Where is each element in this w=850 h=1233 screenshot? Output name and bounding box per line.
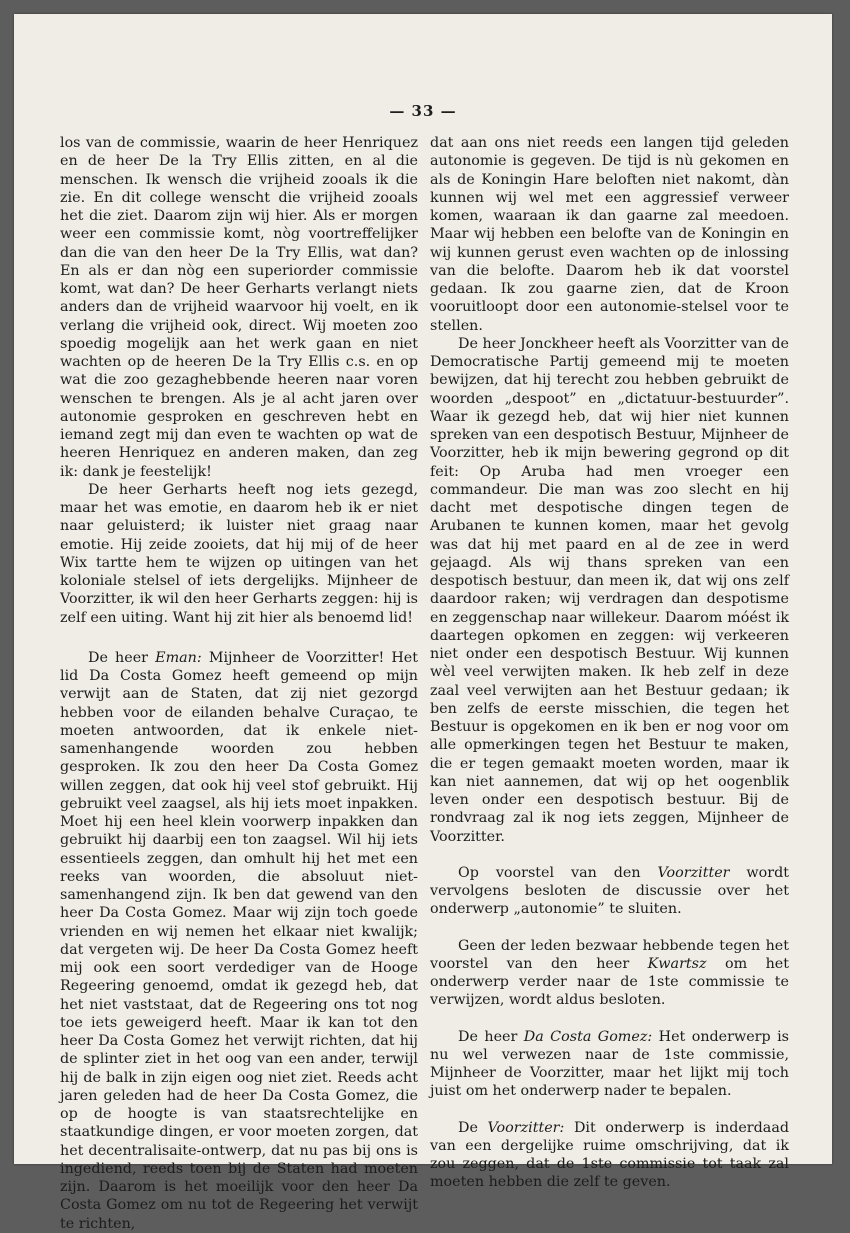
right-column [430, 134, 789, 1192]
speaker-name: Kwartsz [647, 955, 707, 972]
prefix: Op voorstel van den [458, 864, 658, 881]
speech: Het onderwerp is nu wel verwezen naar de 1ste commissie, Mijnheer de Voorzitter, maar het lijkt mij toch juist om het onderwerp nader te bepalen. [430, 1028, 790, 1100]
speech: Mijnheer de Voorzitter! Het lid Da Costa Gomez heeft gemeend op mijn verwijt aan de Staten, dat zij niet gezorgd hebben voor de eilanden behalve Curaçao, te moeten antwoorden, dat ik enkele niet-samenhangende woorden zou hebben gesproken. Ik zou den heer Da Costa Gomez willen zeggen, dat ook hij veel stof gebruikt. Hij gebruikt veel zaagsel, als hij iets moet inpakken. Moet hij een heel klein voorwerp inpakken dan gebruikt hij daarbij een ton zaagsel. Wil hij iets essentieels zeggen, dan omhult hij het met een reeks van woorden, die absoluut niet-samenhangend zijn. Ik ben dat gewend van den heer Da Costa Gomez. Maar wij zijn toch goede vrienden en wij nemen het elkaar niet kwalijk; dat vergeten wij. De heer Da Costa Gomez heeft mij ook een soort verdediger van de Hooge Regeering genoemd, omdat ik gezegd heb, dat het niet vaststaat, dat de Regeering ons tot nog toe iets geweigerd heeft. Maar ik kan tot den heer Da Costa Gomez het verwijt richten, dat hij de splinter ziet in het oog van een ander, terwijl hij de balk in zijn eigen oog niet ziet. Reeds acht jaren geleden had de heer Da Costa Gomez, die op de hoogte is van staatsrechtelijke en staatkundige dingen, er voor moeten zorgen, dat het decentralisaite-ontwerp, dat nu pas bij ons is ingediend, reeds toen bij de Staten had moeten zijn. Daarom is het moeilijk voor den heer Da Costa Gomez om nu tot de Regeering het verwijt te richten, [60, 649, 418, 1232]
page-number: — 33 — [389, 102, 457, 120]
paragraph: De heer Jonckheer heeft als Voorzitter van de Democratische Partij gemeend mij te moeten bewijzen, dat hij terecht zou hebben gebruikt de woorden „despoot” en „dictatuur-bestuurder”. Waar ik gezegd heb, dat wij hier niet kunnen spreken van een despotisch Bestuur, Mijnheer de Voorzitter, heb ik mijn bewering gegrond op dit feit: Op Aruba had men vroeger een commandeur. Die man was zoo slecht en hij dacht met despotische dingen tegen de Arubanen te kunnen komen, maar het gevolg was dat hij met paard en al de zee in werd gejaagd. Als wij thans spreken van een despotisch bestuur, dan meen ik, dat wij ons zelf daardoor raken; wij verdragen dan despotisme en zeggenschap naar willekeur. Daarom móést ik daartegen opkomen en zeggen: wij verkeeren niet onder een despotisch Bestuur. Wij kunnen wèl veel verwijten maken. Ik heb zelf in deze zaal veel verwijten aan het Bestuur gedaan; ik ben zelfs de eerste misschien, die tegen het Bestuur is opgekomen en ik ben er nog voor om alle opmerkingen tegen het Bestuur te maken, die er tegen gemaakt moeten worden, maar ik kan niet aannemen, dat wij op het oogenblik leven onder een despotisch bestuur. Bij de rondvraag zal ik nog iets zeggen, Mijnheer de Voorzitter. [430, 335, 789, 845]
paragraph-speaker-da-costa-gomez [430, 1028, 789, 1101]
speech: om het onderwerp verder naar de 1ste commissie te verwijzen, wordt aldus besloten. [430, 955, 790, 1009]
paragraph-speaker-eman [60, 649, 418, 1233]
prefix: De [458, 1119, 488, 1136]
prefix: De heer [88, 649, 156, 666]
left-column [60, 134, 418, 1233]
speech: Dit onderwerp is inderdaad van een dergelijke ruime omschrijving, dat ik zou zeggen, dat de 1ste commissie tot taak zal moeten hebben die zelf te geven. [430, 1119, 789, 1191]
paragraph-speaker-voorzitter [430, 1119, 789, 1192]
paragraph: dat aan ons niet reeds een langen tijd geleden autonomie is gegeven. De tijd is nù gekomen en als de Koningin Hare beloften niet nakomt, dàn kunnen wij wel met een aggressief verweer komen, waaraan ik dan gaarne zal meedoen. Maar wij hebben een belofte van de Koningin en wij kunnen gerust even wachten op de inlossing van die belofte. Daarom heb ik dat voorstel gedaan. Ik zou gaarne zien, dat de Kroon vooruitloopt door een autonomie-stelsel voor te stellen. [430, 135, 789, 334]
paragraph-motion [430, 864, 789, 919]
speaker-name: Da Costa Gomez: [523, 1028, 653, 1045]
speech: wordt vervolgens besloten de discussie over het onderwerp „autonomie” te sluiten. [430, 864, 790, 918]
prefix: Geen der leden bezwaar hebbende tegen het voorstel van den heer [430, 937, 789, 972]
speaker-name: Voorzitter: [487, 1119, 565, 1136]
paragraph: los van de commissie, waarin de heer Henriquez en de heer De la Try Ellis zitten, en al die menschen. Ik wensch die vrijheid zooals ik die zie. En dit college wenscht die vrijheid zooals het die ziet. Daarom zijn wij hier. Als er morgen weer een commissie komt, nòg voortreffelijker dan die van den heer De la Try Ellis, wat dan? En als er dan nòg een superiorder commissie komt, wat dan? De heer Gerharts verlangt niets anders dan de vrijheid waarvoor hij voelt, en ik verlang die vrijheid ook, direct. Wij moeten zoo spoedig mogelijk aan het werk gaan en niet wachten op de heeren De la Try Ellis c.s. en op wat die zoo gezaghebbende heeren naar voren wenschen te brengen. Als je al acht jaren over autonomie gesproken en geschreven hebt en iemand zegt mij dan even te wachten op wat de heeren Henriquez en anderen maken, dan zeg ik: dank je feestelijk! [60, 135, 418, 480]
paragraph: De heer Gerharts heeft nog iets gezegd, maar het was emotie, en daarom heb ik er niet naar geluisterd; ik luister niet graag naar emotie. Hij zeide zooiets, dat hij mij of de heer Wix tartte hem te wijzen op uitingen van het koloniale stelsel of iets dergelijks. Mijnheer de Voorzitter, ik wil den heer Gerharts zeggen: hij is zelf een uiting. Want hij zit hier als benoemd lid! [60, 481, 418, 626]
document-page [14, 14, 832, 1232]
speaker-name: Voorzitter [657, 864, 730, 881]
prefix: De heer [458, 1028, 524, 1045]
speaker-name: Eman: [155, 649, 202, 666]
paragraph-decision [430, 937, 789, 1010]
